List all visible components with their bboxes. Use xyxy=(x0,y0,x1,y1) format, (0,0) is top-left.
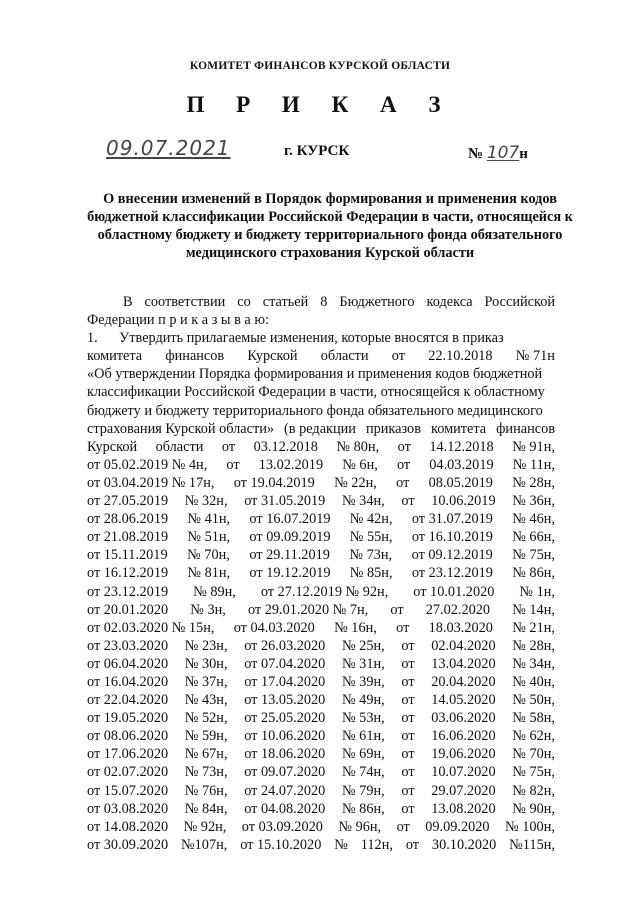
amendment-segment: № 82н, xyxy=(512,782,555,799)
amendment-segment: № 61н, xyxy=(341,728,385,745)
amendment-line xyxy=(87,546,555,564)
amendment-segment: от 14.08.2020 xyxy=(87,818,169,835)
amendment-segment: от 16.07.2019 xyxy=(249,511,331,528)
amendment-segment: № 70н, xyxy=(187,547,230,564)
amendment-segment: № 74н, xyxy=(341,764,385,781)
amendment-line xyxy=(87,782,555,800)
order-subject: О внесении изменений в Порядок формирования и применения кодов бюджетной классификации Российской Федерации в части, относящейся к областному бюджету и бюджету территориального фонда обязательного медицинского страхования Курской области xyxy=(87,191,573,261)
amendment-segment: 08.05.2019 xyxy=(428,474,493,491)
amendment-segment: 13.02.2019 xyxy=(258,456,324,473)
amendment-segment: от 25.05.2020 xyxy=(244,710,326,727)
amendment-segment: № 79н, xyxy=(341,782,385,799)
amendment-segment: от 20.01.2020 xyxy=(87,601,169,618)
amendment-segment: от 23.12.2019 xyxy=(411,565,493,582)
amendment-segment: от xyxy=(396,818,410,835)
amendment-segment: от 05.02.2019 № 4н, xyxy=(87,456,208,473)
amendment-segment: от xyxy=(396,456,411,473)
amendment-segment: от xyxy=(401,692,415,709)
amendment-segment: 03.06.2020 xyxy=(431,710,496,727)
amendment-segment: № 32н, xyxy=(184,493,228,510)
amendment-segment: № 58н, xyxy=(512,710,555,727)
amendment-line xyxy=(87,583,555,601)
amendment-segment: № 75н, xyxy=(512,764,555,781)
amendment-segment: от xyxy=(396,619,410,636)
amendment-segment: № 59н, xyxy=(184,728,228,745)
amendment-line xyxy=(87,528,555,546)
amendment-line xyxy=(87,619,555,637)
amendment-line xyxy=(87,456,555,474)
city: г. КУРСК xyxy=(284,143,350,159)
amendment-segment: от xyxy=(401,493,415,510)
amendment-segment: от xyxy=(401,746,415,763)
amendment-segment: от 16.10.2019 xyxy=(411,529,493,546)
amendment-segment: от 03.09.2020 xyxy=(241,818,323,835)
word: № 80н, xyxy=(336,438,380,455)
amendment-line xyxy=(87,836,555,854)
amendment-segment: № 73н, xyxy=(349,547,393,564)
amendment-segment: от 09.09.2019 xyxy=(249,529,331,546)
amendment-segment: от 15.11.2019 xyxy=(87,547,168,564)
amendment-segment: № 67н, xyxy=(184,746,228,763)
word: страхования Курской области» xyxy=(87,420,275,437)
amendment-segment: от 09.07.2020 xyxy=(244,764,326,781)
amendment-segment: 20.04.2020 xyxy=(431,673,496,690)
amendment-segment: 14.05.2020 xyxy=(431,692,496,709)
amendment-segment: от 16.12.2019 xyxy=(87,565,169,582)
amendment-segment: от 03.08.2020 xyxy=(87,800,169,817)
amendment-segment: № 89н, xyxy=(193,583,236,600)
amendment-segment: 29.07.2020 xyxy=(431,782,496,799)
amendment-segment: от xyxy=(401,637,415,654)
item-1-line xyxy=(87,438,555,456)
amendment-segment: от 04.03.2020 xyxy=(233,619,315,636)
amendment-segment: № 39н, xyxy=(341,673,385,690)
amendment-segment: от xyxy=(396,474,410,491)
amendment-segment: № 31н, xyxy=(341,655,385,672)
amendment-segment: от 02.03.2020 № 15н, xyxy=(87,619,215,636)
committee-name: КОМИТЕТ ФИНАНСОВ КУРСКОЙ ОБЛАСТИ xyxy=(189,60,451,72)
word: Курской xyxy=(87,438,138,455)
amendment-line xyxy=(87,691,555,709)
amendment-segment: 04.03.2019 xyxy=(429,456,494,473)
amendment-segment: № 22н, xyxy=(334,474,377,491)
amendment-segment: от 29.01.2020 № 7н, xyxy=(247,601,369,618)
amendment-segment: от 10.06.2020 xyxy=(244,728,326,745)
amendment-segment: от xyxy=(226,456,240,473)
amendment-line xyxy=(87,510,555,528)
amendment-segment: от xyxy=(401,673,415,690)
amendment-segment: от 21.08.2019 xyxy=(87,529,169,546)
amendment-segment: №107н, xyxy=(181,836,228,853)
item-1-line xyxy=(87,347,555,365)
word: финансов xyxy=(496,420,555,437)
amendment-segment: № 62н, xyxy=(512,728,555,745)
amendment-segment: № 90н, xyxy=(512,800,555,817)
amendment-segment: № 50н, xyxy=(512,692,555,709)
word: от xyxy=(221,438,236,455)
amendment-segment: от 15.07.2020 xyxy=(87,782,169,799)
amendment-segment: от 30.09.2020 xyxy=(87,836,169,853)
amendment-segment: № 28н, xyxy=(512,474,555,491)
intro-line: Федерации п р и к а з ы в а ю: xyxy=(87,312,270,329)
amendment-segment: от 10.01.2020 xyxy=(413,583,495,600)
word: приказов xyxy=(365,420,421,437)
amendment-segment: от 19.12.2019 xyxy=(249,565,331,582)
amendment-segment: № 75н, xyxy=(512,547,555,564)
amendment-segment: от 19.05.2020 xyxy=(87,710,169,727)
item-1-line: бюджету и бюджету территориального фонда обязательного медицинского xyxy=(87,402,543,419)
amendment-segment: от 19.04.2019 xyxy=(233,474,315,491)
amendment-segment: от 15.10.2020 xyxy=(240,836,322,853)
number-suffix: н xyxy=(519,146,528,162)
word: финансов xyxy=(165,348,225,365)
word: от xyxy=(397,438,411,455)
amendment-line xyxy=(87,709,555,727)
amendment-segment: № 40н, xyxy=(512,673,555,690)
amendment-line xyxy=(87,655,555,673)
amendment-line xyxy=(87,601,555,619)
amendment-segment: 02.04.2020 xyxy=(431,637,496,654)
amendment-segment: № 34н, xyxy=(512,655,555,672)
amendment-segment: 13.04.2020 xyxy=(431,655,496,672)
amendment-line xyxy=(87,763,555,781)
amendment-segment: № 16н, xyxy=(334,619,377,636)
amendment-segment: № 30н, xyxy=(184,655,228,672)
amendment-segment: № 84н, xyxy=(184,800,228,817)
amendment-segment: от 17.04.2020 xyxy=(244,673,326,690)
amendment-segment: № 6н, xyxy=(342,456,378,473)
amendment-segment: № 86н, xyxy=(512,565,555,582)
amendment-segment: № 37н, xyxy=(184,673,228,690)
amendment-segment: от 18.06.2020 xyxy=(244,746,326,763)
amendment-segment: № 25н, xyxy=(341,637,385,654)
amendment-segment: от 17.06.2020 xyxy=(87,746,169,763)
amendment-segment: от 24.07.2020 xyxy=(244,782,326,799)
amendment-segment: № 34н, xyxy=(341,493,385,510)
amendment-line xyxy=(87,745,555,763)
word: 03.12.2018 xyxy=(253,438,318,455)
amendment-segment: № 100н, xyxy=(505,818,555,835)
amendment-segment: от 23.03.2020 xyxy=(87,637,169,654)
order-body xyxy=(87,293,555,854)
amendment-segment: от xyxy=(401,728,415,745)
amendment-segment: от xyxy=(401,782,415,799)
word: № 91н, xyxy=(512,438,555,455)
amendment-segment: от 07.04.2020 xyxy=(244,655,326,672)
item-1-line: 1. Утвердить прилагаемые изменения, которые вносятся в приказ xyxy=(87,330,504,347)
amendment-segment: от 22.04.2020 xyxy=(87,692,169,709)
amendment-segment: 10.06.2019 xyxy=(431,493,496,510)
amendment-segment: № 73н, xyxy=(184,764,228,781)
number-sign: № xyxy=(468,146,484,162)
amendment-segment: № 1н, xyxy=(519,583,555,600)
amendment-segment: № 55н, xyxy=(349,529,393,546)
amendment-line xyxy=(87,564,555,582)
amendment-segment: № 76н, xyxy=(184,782,228,799)
amendment-segment: № xyxy=(334,836,348,853)
amendment-segment: от xyxy=(401,764,415,781)
amendment-segment: 13.08.2020 xyxy=(431,800,496,817)
word: комитета xyxy=(430,420,487,437)
amendment-segment: №115н, xyxy=(509,836,555,853)
amendment-segment: № 69н, xyxy=(341,746,385,763)
amendment-segment: № 53н, xyxy=(341,710,385,727)
word: (в редакции xyxy=(284,420,356,437)
amendment-segment: 16.06.2020 xyxy=(431,728,496,745)
handwritten-date: 09.07.2021 xyxy=(106,136,231,160)
amendment-segment: от 16.04.2020 xyxy=(87,673,169,690)
amendment-segment: № 86н, xyxy=(341,800,385,817)
amendment-segment: от 23.12.2019 xyxy=(87,583,169,600)
amendment-list xyxy=(87,456,555,854)
amendment-segment: 27.02.2020 xyxy=(425,601,491,618)
amendment-segment: № 49н, xyxy=(341,692,385,709)
amendment-line xyxy=(87,727,555,745)
amendment-segment: от 09.12.2019 xyxy=(411,547,493,564)
amendment-segment: № 11н, xyxy=(512,456,555,473)
amendment-segment: от 31.05.2019 xyxy=(244,493,326,510)
amendment-segment: от 27.12.2019 № 92н, xyxy=(260,583,389,600)
amendment-segment: от xyxy=(401,710,415,727)
amendment-segment: от 28.06.2019 xyxy=(87,511,169,528)
amendment-segment: № 85н, xyxy=(349,565,393,582)
word: № 71н xyxy=(515,348,555,365)
word: от xyxy=(391,348,405,365)
amendment-segment: от xyxy=(401,655,415,672)
amendment-segment: № 81н, xyxy=(187,565,231,582)
word: Курской xyxy=(247,348,298,365)
word: комитета xyxy=(87,348,143,365)
amendment-segment: № 66н, xyxy=(512,529,555,546)
amendment-segment: от 31.07.2019 xyxy=(411,511,493,528)
amendment-line xyxy=(87,637,555,655)
amendment-segment: 30.10.2020 xyxy=(431,836,497,853)
amendment-segment: № 43н, xyxy=(184,692,228,709)
amendment-segment: № 36н, xyxy=(512,493,555,510)
amendment-segment: от 02.07.2020 xyxy=(87,764,169,781)
amendment-segment: от 27.05.2019 xyxy=(87,493,169,510)
amendment-segment: от 06.04.2020 xyxy=(87,655,169,672)
amendment-segment: от xyxy=(401,800,415,817)
amendment-line xyxy=(87,492,555,510)
document-title: П Р И К А З xyxy=(186,92,454,117)
amendment-line xyxy=(87,800,555,818)
item-1-line: «Об утверждении Порядка формирования и применения кодов бюджетной xyxy=(87,366,543,383)
amendment-segment: № 96н, xyxy=(338,818,382,835)
amendment-segment: № 92н, xyxy=(183,818,227,835)
amendment-segment: 09.09.2020 xyxy=(425,818,490,835)
amendment-segment: № 52н, xyxy=(184,710,228,727)
amendment-segment: от 03.04.2019 № 17н, xyxy=(87,474,215,491)
amendment-line xyxy=(87,673,555,691)
amendment-segment: от 29.11.2019 xyxy=(249,547,330,564)
amendment-segment: от xyxy=(390,601,404,618)
amendment-segment: № 21н, xyxy=(512,619,555,636)
amendment-segment: № 14н, xyxy=(512,601,555,618)
word: 14.12.2018 xyxy=(429,438,494,455)
order-number xyxy=(468,143,528,163)
amendment-segment: № 23н, xyxy=(184,637,228,654)
amendment-segment: № 3н, xyxy=(190,601,226,618)
amendment-segment: № 41н, xyxy=(187,511,231,528)
word: области xyxy=(155,438,204,455)
amendment-segment: 18.03.2020 xyxy=(428,619,493,636)
amendment-line xyxy=(87,474,555,492)
handwritten-number: 107 xyxy=(486,143,520,163)
word: 22.10.2018 xyxy=(428,348,493,365)
amendment-segment: № 28н, xyxy=(512,637,555,654)
amendment-segment: от 08.06.2020 xyxy=(87,728,169,745)
item-1-line: классификации Российской Федерации в части, относящейся к областному xyxy=(87,384,545,401)
amendment-segment: 19.06.2020 xyxy=(431,746,496,763)
amendment-segment: № 42н, xyxy=(349,511,393,528)
amendment-segment: № 46н, xyxy=(512,511,555,528)
amendment-segment: от 13.05.2020 xyxy=(244,692,326,709)
amendment-segment: № 51н, xyxy=(187,529,231,546)
amendment-segment: от xyxy=(405,836,420,853)
word: области xyxy=(320,348,369,365)
intro-line: В соответствии со статьей 8 Бюджетного кодекса Российской xyxy=(123,294,555,310)
amendment-line xyxy=(87,818,555,836)
amendment-segment: 112н, xyxy=(360,836,393,853)
amendment-segment: от 04.08.2020 xyxy=(244,800,326,817)
amendment-segment: от 26.03.2020 xyxy=(244,637,326,654)
item-1-line xyxy=(87,420,555,438)
amendment-segment: № 70н, xyxy=(512,746,555,763)
amendment-segment: 10.07.2020 xyxy=(431,764,496,781)
